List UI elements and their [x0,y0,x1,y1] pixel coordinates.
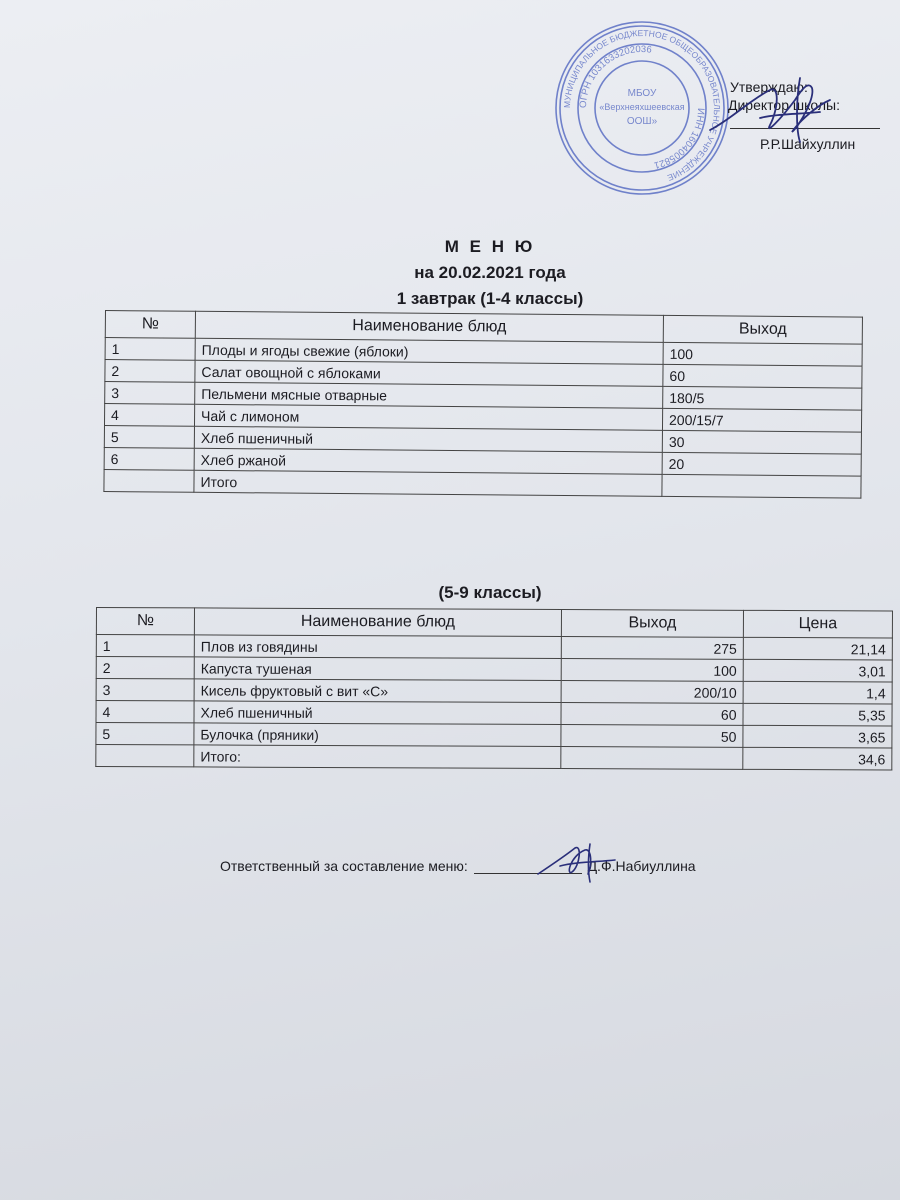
footer-name: Д.Ф.Набиуллина [587,858,696,874]
col-price: Цена [743,610,892,638]
total-label: Итого: [194,745,561,769]
col-number: № [105,311,195,339]
footer-label: Ответственный за составление меню: [220,858,468,874]
row-output: 180/5 [663,386,862,410]
row-dish-name: Салат овощной с яблоками [195,360,663,386]
row-dish-name: Капуста тушеная [194,657,561,681]
stamp-ogrn: ОГРН 1031633202036 [577,43,653,109]
row-number: 3 [96,679,194,701]
row-number: 4 [104,404,194,427]
col-dish-name: Наименование блюд [194,608,561,637]
stamp-center-2: «Верхнеяхшеевская [599,102,685,112]
col-output: Выход [561,610,743,638]
col-number: № [96,608,194,635]
row-dish-name: Кисель фруктовый с вит «С» [194,679,561,703]
row-output: 100 [663,342,862,366]
col-dish-name: Наименование блюд [195,311,663,342]
title-block [0,234,900,312]
row-number: 5 [104,425,194,448]
row-price: 3,65 [743,725,892,748]
row-price: 1,4 [743,681,892,704]
total-output-cell [561,747,743,770]
row-output: 60 [663,364,862,388]
row-number: 1 [96,635,194,657]
row-price: 21,14 [743,637,892,660]
row-number: 3 [105,382,195,405]
director-name: Р.Р.Шайхуллин [760,136,856,152]
row-output: 200/10 [561,681,743,704]
row-dish-name: Булочка (пряники) [194,723,561,747]
menu-subtitle: 1 завтрак (1-4 классы) [396,289,584,308]
row-dish-name: Плоды и ягоды свежие (яблоки) [195,338,663,364]
responsible-signature [530,836,620,886]
row-dish-name: Пельмени мясные отварные [195,382,663,408]
total-label: Итого [194,470,662,496]
section2-title: (5-9 классы) [438,583,542,602]
row-dish-name: Плов из говядины [194,635,561,659]
total-number-cell [104,469,194,492]
stamp-inn: ИНН 1604005821 [652,107,707,171]
approval-line-2: Директор школы: [728,97,840,113]
row-number: 2 [105,360,195,383]
menu-title: М Е Н Ю [444,237,536,256]
stamp-center-1: МБОУ [627,88,657,99]
menu-date: на 20.02.2021 года [414,263,566,282]
footer-responsible [220,858,696,874]
total-number-cell [96,745,194,767]
table-total-row [96,745,892,770]
approval-line-1: Утверждаю: [730,79,808,95]
row-output: 275 [561,637,743,660]
row-output: 50 [561,725,743,748]
row-output: 60 [561,703,743,726]
row-number: 5 [96,723,194,745]
section2-title-block [0,580,900,606]
row-dish-name: Хлеб ржаной [194,448,662,474]
row-output: 20 [662,452,861,476]
row-number: 1 [105,338,195,361]
row-dish-name: Хлеб пшеничный [194,701,561,725]
stamp-center-3: ООШ» [626,116,658,127]
row-output: 30 [662,430,861,454]
row-number: 2 [96,657,194,679]
col-output: Выход [663,315,862,344]
row-number: 6 [104,447,194,470]
total-output [662,474,861,498]
table-header-row [96,608,892,638]
director-signature [700,70,850,150]
row-price: 5,35 [743,703,892,726]
menu-table-2 [95,607,893,770]
row-dish-name: Хлеб пшеничный [194,426,662,452]
row-output: 100 [561,659,743,682]
row-dish-name: Чай с лимоном [194,404,662,430]
row-number: 4 [96,701,194,723]
row-price: 3,01 [743,659,892,682]
svg-text:МУНИЦИПАЛЬНОЕ БЮДЖЕТНОЕ ОБЩЕОБ: МУНИЦИПАЛЬНОЕ БЮДЖЕТНОЕ ОБЩЕОБРАЗОВАТЕЛЬНОЕ УЧРЕЖДЕНИЕ [561,27,723,184]
menu-table-1 [103,310,863,499]
row-output: 200/15/7 [662,408,861,432]
total-price: 34,6 [743,747,892,770]
